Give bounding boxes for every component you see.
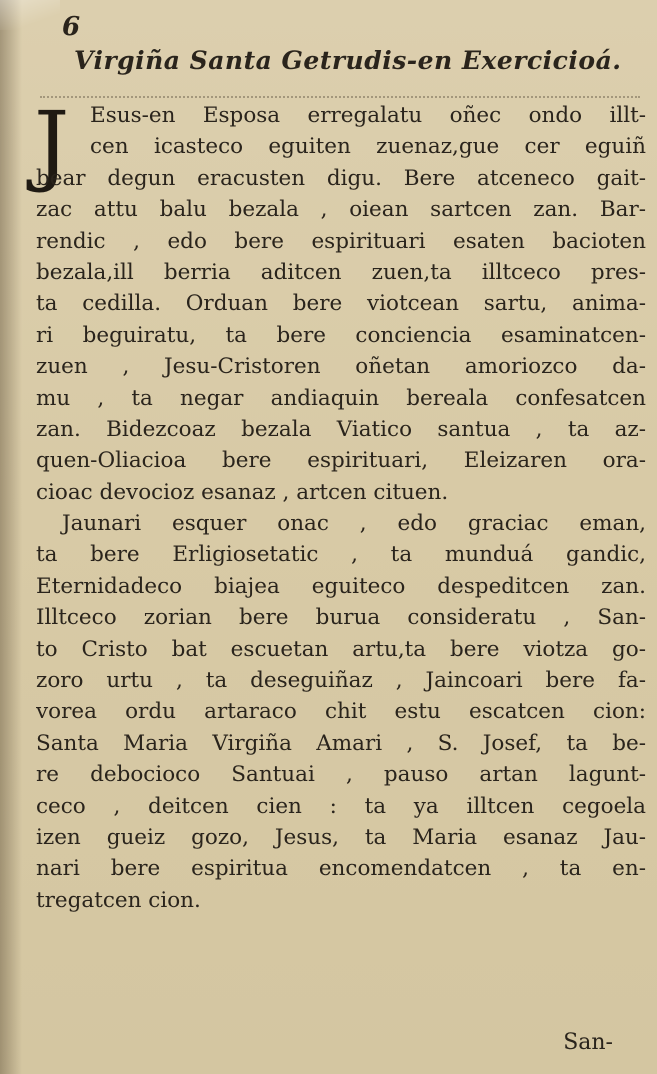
text-line: vorea ordu artaraco chit estu escatcen cion: (36, 699, 646, 725)
text-line: Jaunari esquer onac , edo graciac eman, (62, 511, 646, 537)
text-line: izen gueiz gozo, Jesus, ta Maria esanaz Jau- (36, 824, 646, 850)
drop-cap: J (34, 92, 70, 195)
body-text (34, 92, 646, 916)
catchword: San- (563, 1030, 613, 1055)
text-line: Santa Maria Virgiña Amari , S. Josef, ta be- (36, 730, 646, 756)
page-corner (0, 0, 60, 30)
text-line: mu , ta negar andiaquin bereala confesatcen (36, 385, 646, 411)
text-line: bezala,ill berria aditcen zuen,ta illtceco pres- (36, 259, 646, 285)
text-line: quen-Oliacioa bere espirituari, Eleizaren ora- (36, 448, 646, 474)
text-line: zuen , Jesu-Cristoren oñetan amoriozco da- (36, 354, 646, 380)
text-line: tregatcen cion. (36, 887, 201, 913)
page-number: 6 (62, 12, 81, 42)
text-line: ri beguiratu, ta bere conciencia esaminatcen- (36, 322, 646, 348)
text-line: zoro urtu , ta deseguiñaz , Jaincoari bere fa- (36, 668, 646, 694)
text-line: Illtceco zorian bere burua consideratu , San- (36, 605, 646, 631)
text-line: zac attu balu bezala , oiean sartcen zan. Bar- (36, 197, 646, 223)
text-line: ceco , deitcen cien : ta ya illtcen cegoela (36, 793, 646, 819)
text-line: bear degun eracusten digu. Bere atceneco gait- (36, 165, 646, 191)
text-line: cioac devocioz esanaz , artcen cituen. (36, 479, 449, 505)
text-line: ta cedilla. Orduan bere viotcean sartu, anima- (36, 291, 646, 317)
text-line: rendic , edo bere espirituari esaten bacioten (36, 228, 646, 254)
text-line: to Cristo bat escuetan artu,ta bere viotza go- (36, 636, 646, 662)
running-head: Virgiña Santa Getrudis-en Exercicioá. (74, 46, 622, 75)
text-line: cen icasteco eguiten zuenaz,gue cer eguiñ (90, 134, 646, 160)
text-line: nari bere espiritua encomendatcen , ta en- (36, 856, 646, 882)
text-line: Eternidadeco biajea eguiteco despeditcen zan. (36, 573, 646, 599)
text-line: re debocioco Santuai , pauso artan lagunt- (36, 762, 646, 788)
gutter-shadow (0, 0, 22, 1074)
text-line: ta bere Erligiosetatic , ta munduá gandic, (36, 542, 646, 568)
text-line: zan. Bidezcoaz bezala Viatico santua , ta az- (36, 416, 646, 442)
header-rule (40, 96, 640, 98)
text-line: Esus-en Esposa erregalatu oñec ondo illt- (90, 103, 646, 128)
